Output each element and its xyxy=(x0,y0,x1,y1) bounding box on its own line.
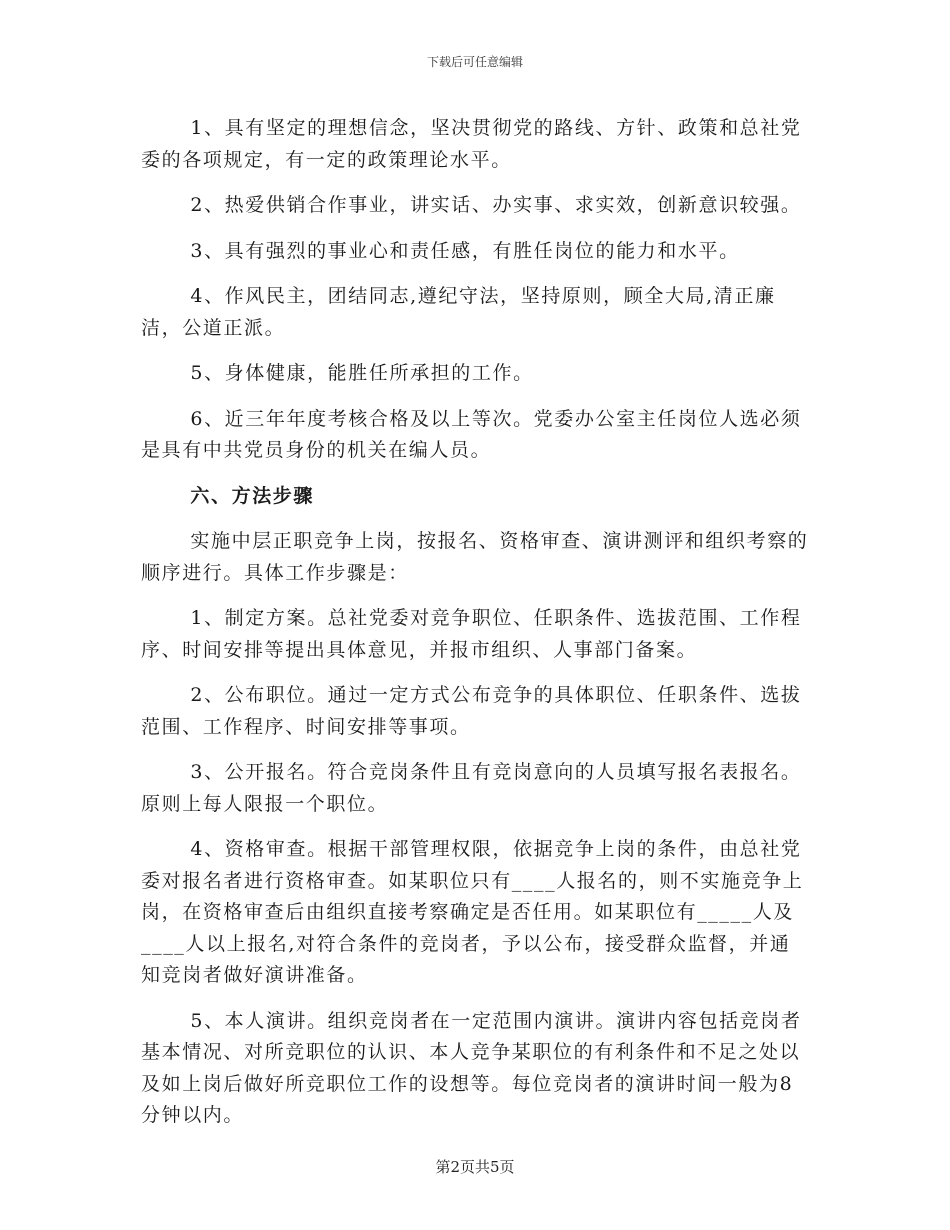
paragraph: 5、本人演讲。组织竞岗者在一定范围内演讲。演讲内容包括竞岗者基本情况、对所竞职位的认识、本人竞争某职位的有利条件和不足之处以及如上岗后做好所竞职位工作的设想等。每位竞岗者的演讲时间一般为8分钟以内。 xyxy=(141,1009,802,1126)
paragraph: 3、公开报名。符合竞岗条件且有竞岗意向的人员填写报名表报名。原则上每人限报一个职位。 xyxy=(141,761,802,815)
paragraph: 2、公布职位。通过一定方式公布竞争的具体职位、任职条件、选拔范围、工作程序、时间安排等事项。 xyxy=(141,684,802,738)
paragraph: 2、热爱供销合作事业，讲实话、办实事、求实效，创新意识较强。 xyxy=(190,194,802,216)
paragraph: 6、近三年年度考核合格及以上等次。党委办公室主任岗位人选必须是具有中共党员身份的机关在编人员。 xyxy=(141,407,802,461)
paragraph: 1、制定方案。总社党委对竞争职位、任职条件、选拔范围、工作程序、时间安排等提出具体意见，并报市组织、人事部门备案。 xyxy=(141,607,802,661)
page-number: 第2页共5页 xyxy=(435,1158,515,1176)
document-body xyxy=(141,113,809,1146)
section-heading: 六、方法步骤 xyxy=(190,484,314,507)
paragraph: 5、身体健康，能胜任所承担的工作。 xyxy=(190,362,534,384)
paragraph: 3、具有强烈的事业心和责任感，有胜任岗位的能力和水平。 xyxy=(190,239,740,262)
paragraph: 实施中层正职竞争上岗，按报名、资格审查、演讲测评和组织考察的顺序进行。具体工作步骤是： xyxy=(141,530,809,584)
paragraph: 4、资格审查。根据干部管理权限，依据竞争上岗的条件，由总社党委对报名者进行资格审查。如某职位只有____人报名的，则不实施竞争上岗，在资格审查后由组织直接考察确定是否任用。如某职位有_____人及____人以上报名,对符合条件的竞岗者，予以公布，接受群众监督，并通知竞岗者做好演讲准备。 xyxy=(141,838,804,986)
paragraph: 1、具有坚定的理想信念，坚决贯彻党的路线、方针、政策和总社党委的各项规定，有一定的政策理论水平。 xyxy=(141,117,802,171)
paragraph: 4、作风民主，团结同志,遵纪守法，坚持原则，顾全大局,清正廉洁，公道正派。 xyxy=(141,285,776,339)
page-header: 下载后可任意编辑 xyxy=(426,55,523,69)
